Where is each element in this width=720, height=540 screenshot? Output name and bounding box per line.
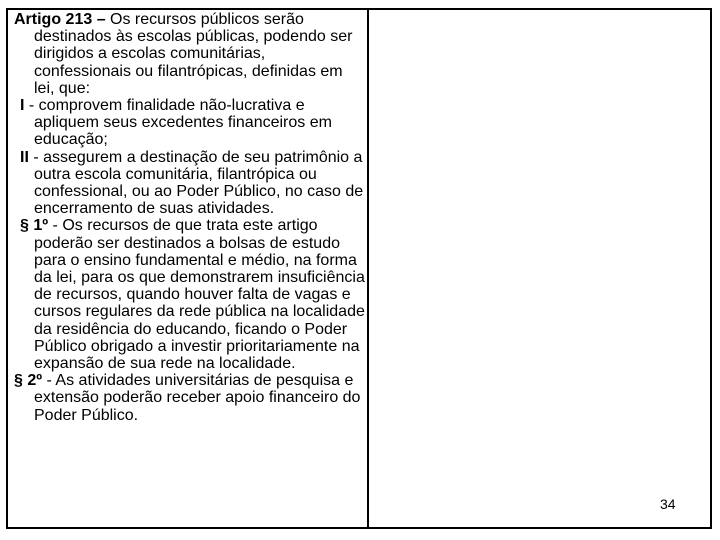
paragraph-1-marker: § 1º — [20, 217, 49, 235]
paragraph-2-marker: § 2º — [14, 372, 43, 390]
paragraph-1 — [14, 217, 366, 372]
item-i-text: - comprovem finalidade não-lucrativa e apliquem seus excedentes financeiros em educação; — [24, 97, 332, 149]
legal-text-column — [14, 11, 366, 424]
paragraph-1-text: - Os recursos de que trata este artigo poderão ser destinados a bolsas de estudo para o ensino fundamental e médio, na forma da lei, para os que demonstrarem insuficiência de recursos, quando houver falta de vagas e cursos regulares da rede pública na localidade da residência do educando, ficando o Poder Público obrigado a investir prioritariamente na expansão de sua rede na localidade. — [34, 217, 365, 373]
item-i-paragraph — [14, 97, 366, 149]
item-ii-marker: II — [20, 148, 29, 166]
article-213-paragraph — [14, 11, 366, 97]
page-number: 34 — [660, 496, 676, 512]
paragraph-2 — [14, 372, 366, 424]
paragraph-2-text: - As atividades universitárias de pesquisa e extensão poderão receber apoio financeiro do Poder Público. — [34, 372, 361, 424]
item-ii-text: - assegurem a destinação de seu patrimônio a outra escola comunitária, filantrópica ou confessional, ou ao Poder Público, no caso de encerramento de suas atividades. — [28, 148, 364, 218]
column-divider — [367, 8, 369, 529]
item-i-marker: I — [20, 97, 25, 115]
item-ii-paragraph — [14, 149, 366, 218]
article-text: Os recursos públicos serão destinados às escolas públicas, podendo ser dirigidos a escolas comunitárias, confessionais ou filantrópicas, definidas em lei, que: — [34, 11, 353, 97]
article-heading: Artigo 213 – — [14, 11, 106, 28]
